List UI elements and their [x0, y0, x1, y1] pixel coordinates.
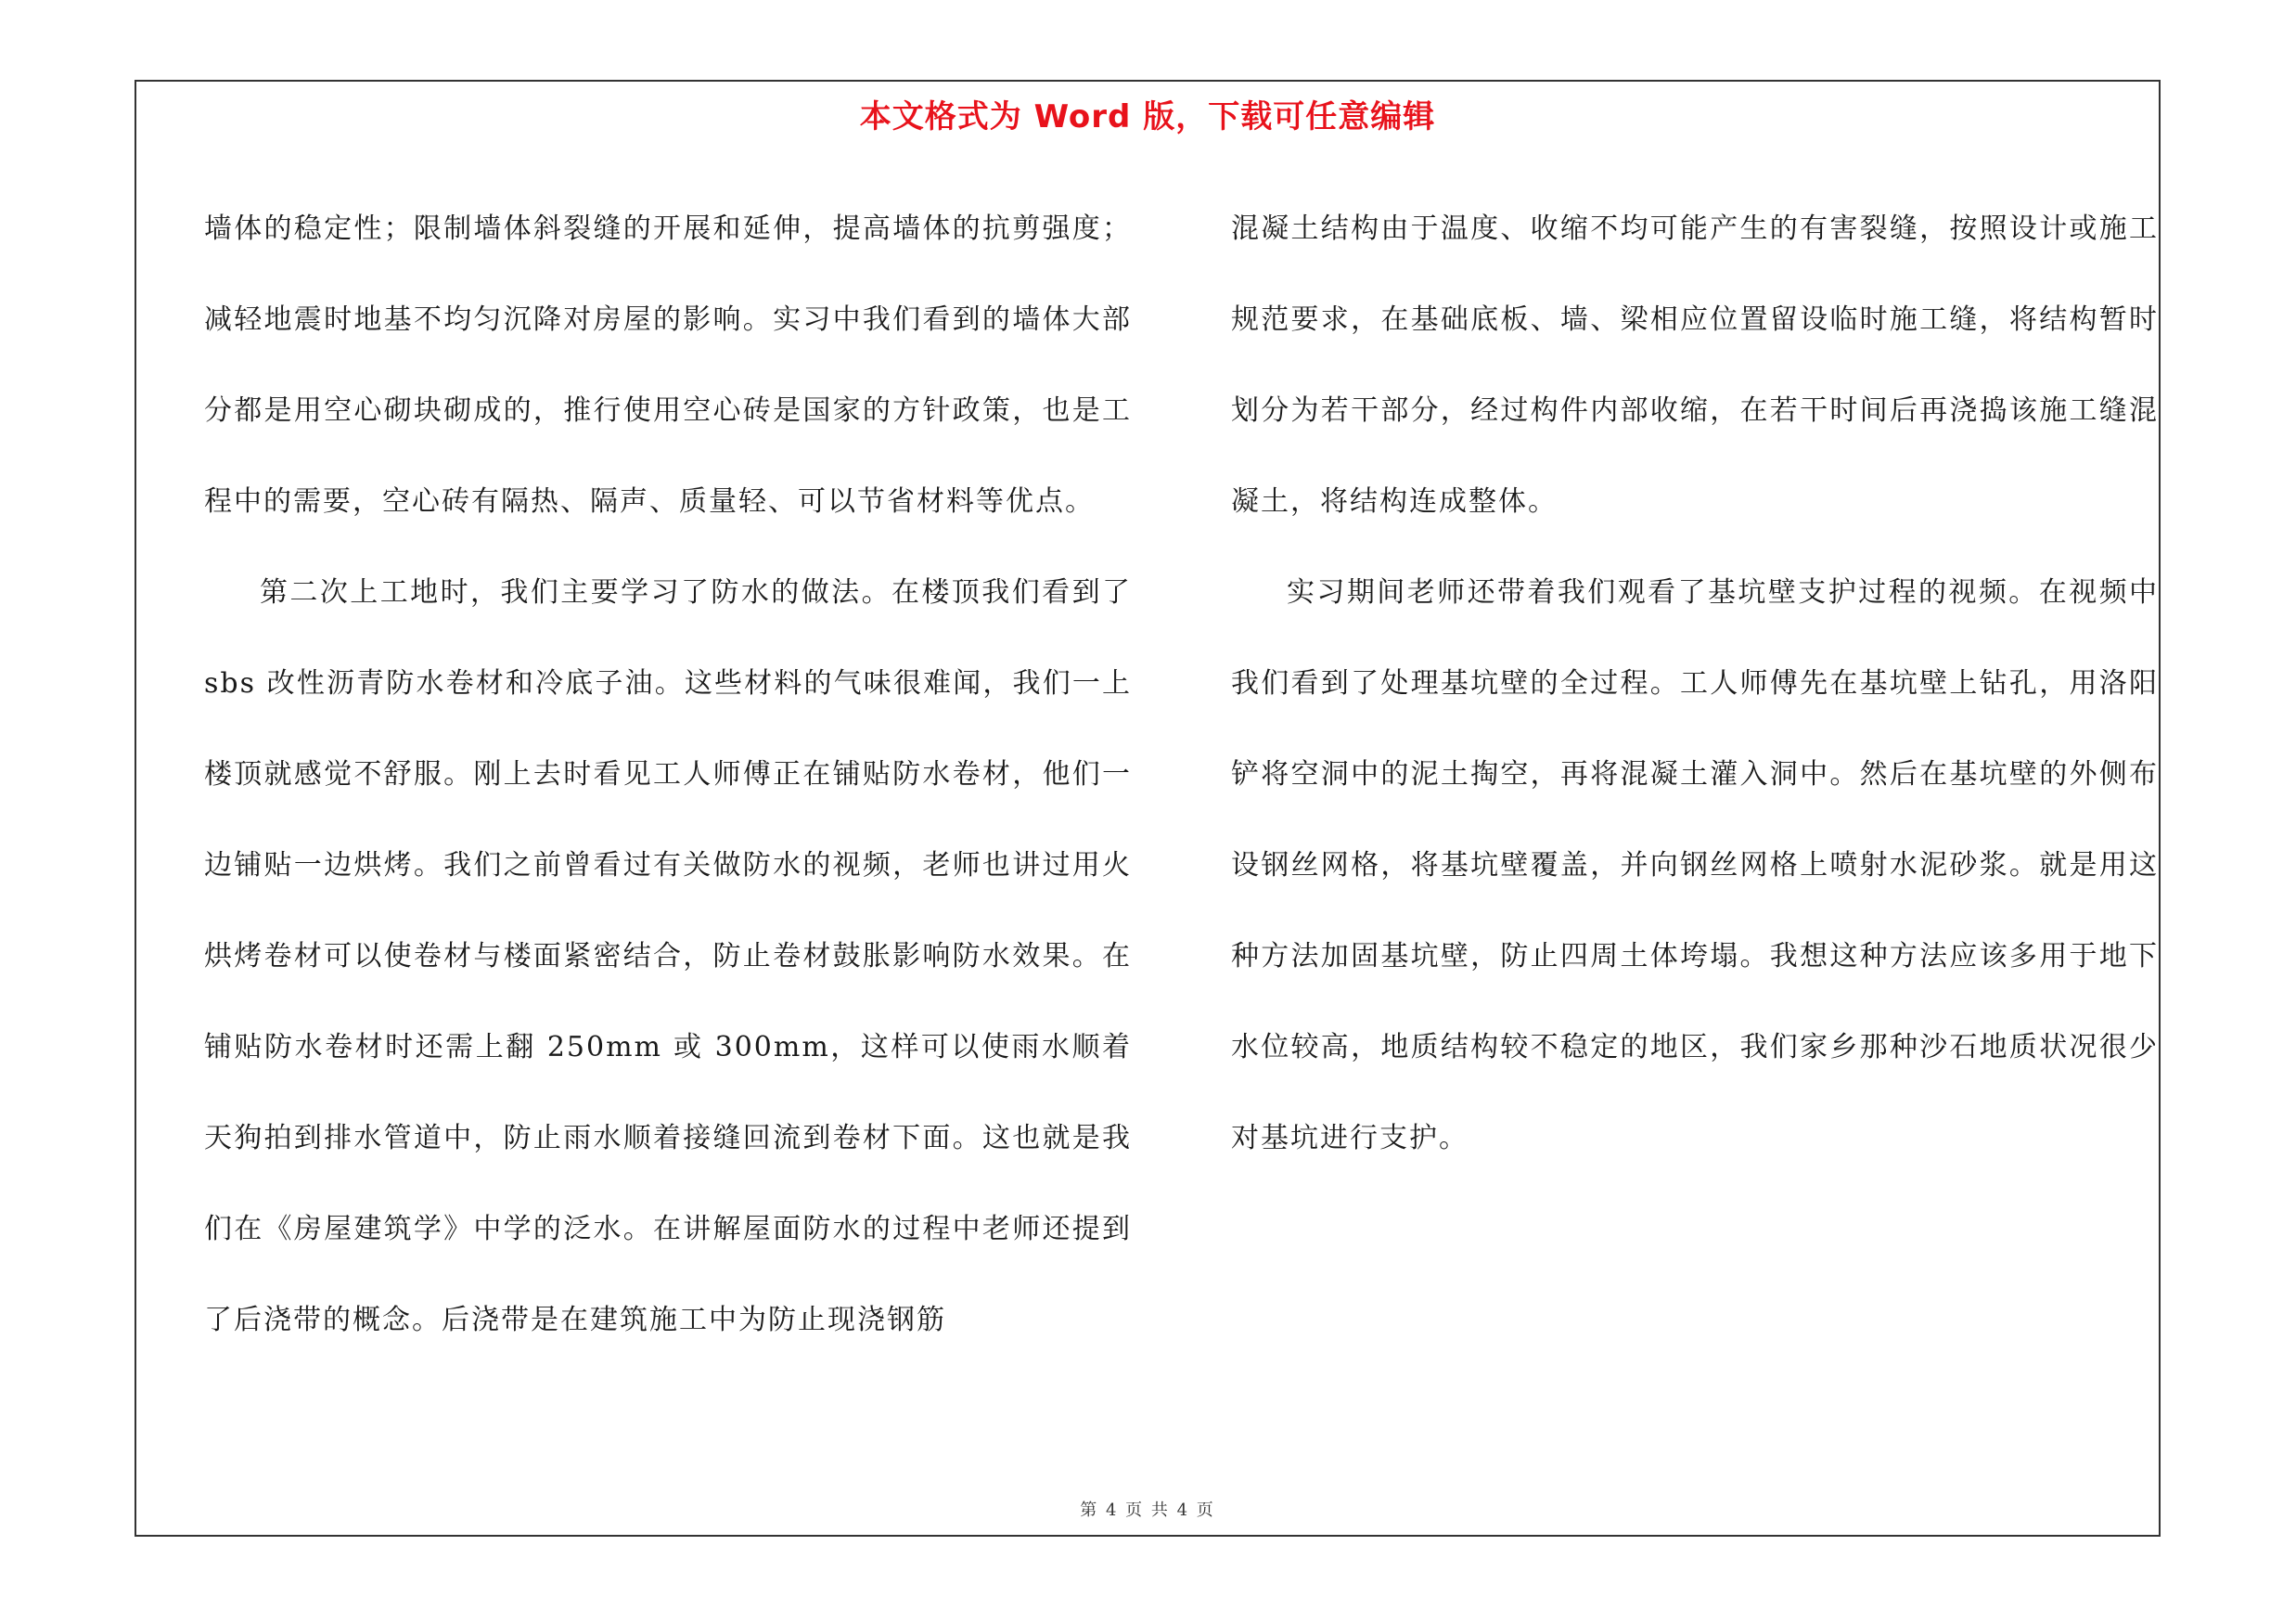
- paragraph: 墙体的稳定性；限制墙体斜裂缝的开展和延伸，提高墙体的抗剪强度；减轻地震时地基不均匀沉降对房屋的影响。实习中我们看到的墙体大部分都是用空心砌块砌成的，推行使用空心砖是国家的方针政策，也是工程中的需要，空心砖有隔热、隔声、质量轻、可以节省材料等优点。: [204, 213, 1132, 518]
- paragraph: 混凝土结构由于温度、收缩不均可能产生的有害裂缝，按照设计或施工规范要求，在基础底板、墙、梁相应位置留设临时施工缝，将结构暂时划分为若干部分，经过构件内部收缩，在若干时间后再浇捣该施工缝混凝土，将结构连成整体。: [1231, 213, 2159, 518]
- page-number-footer: 第 4 页 共 4 页: [1080, 1501, 1215, 1520]
- page-frame: [135, 80, 2161, 1537]
- paragraph: 第二次上工地时，我们主要学习了防水的做法。在楼顶我们看到了 sbs 改性沥青防水卷材和冷底子油。这些材料的气味很难闻，我们一上楼顶就感觉不舒服。刚上去时看见工人师傅正在铺贴防水卷材，他们一边铺贴一边烘烤。我们之前曾看过有关做防水的视频，老师也讲过用火烘烤卷材可以使卷材与楼面紧密结合，防止卷材鼓胀影响防水效果。在铺贴防水卷材时还需上翻 250mm 或 300mm，这样可以使雨水顺着天狗拍到排水管道中，防止雨水顺着接缝回流到卷材下面。这也就是我们在《房屋建筑学》中学的泛水。在讲解屋面防水的过程中老师还提到了后浇带的概念。后浇带是在建筑施工中为防止现浇钢筋: [204, 576, 1132, 1336]
- right-column: [1231, 184, 2159, 1184]
- format-banner: 本文格式为 Word 版，下载可任意编辑: [859, 98, 1436, 135]
- paragraph: 实习期间老师还带着我们观看了基坑壁支护过程的视频。在视频中我们看到了处理基坑壁的全过程。工人师傅先在基坑壁上钻孔，用洛阳铲将空洞中的泥土掏空，再将混凝土灌入洞中。然后在基坑壁的外侧布设钢丝网格，将基坑壁覆盖，并向钢丝网格上喷射水泥砂浆。就是用这种方法加固基坑壁，防止四周土体垮塌。我想这种方法应该多用于地下水位较高，地质结构较不稳定的地区，我们家乡那种沙石地质状况很少对基坑进行支护。: [1231, 576, 2159, 1154]
- left-column: [204, 184, 1132, 1366]
